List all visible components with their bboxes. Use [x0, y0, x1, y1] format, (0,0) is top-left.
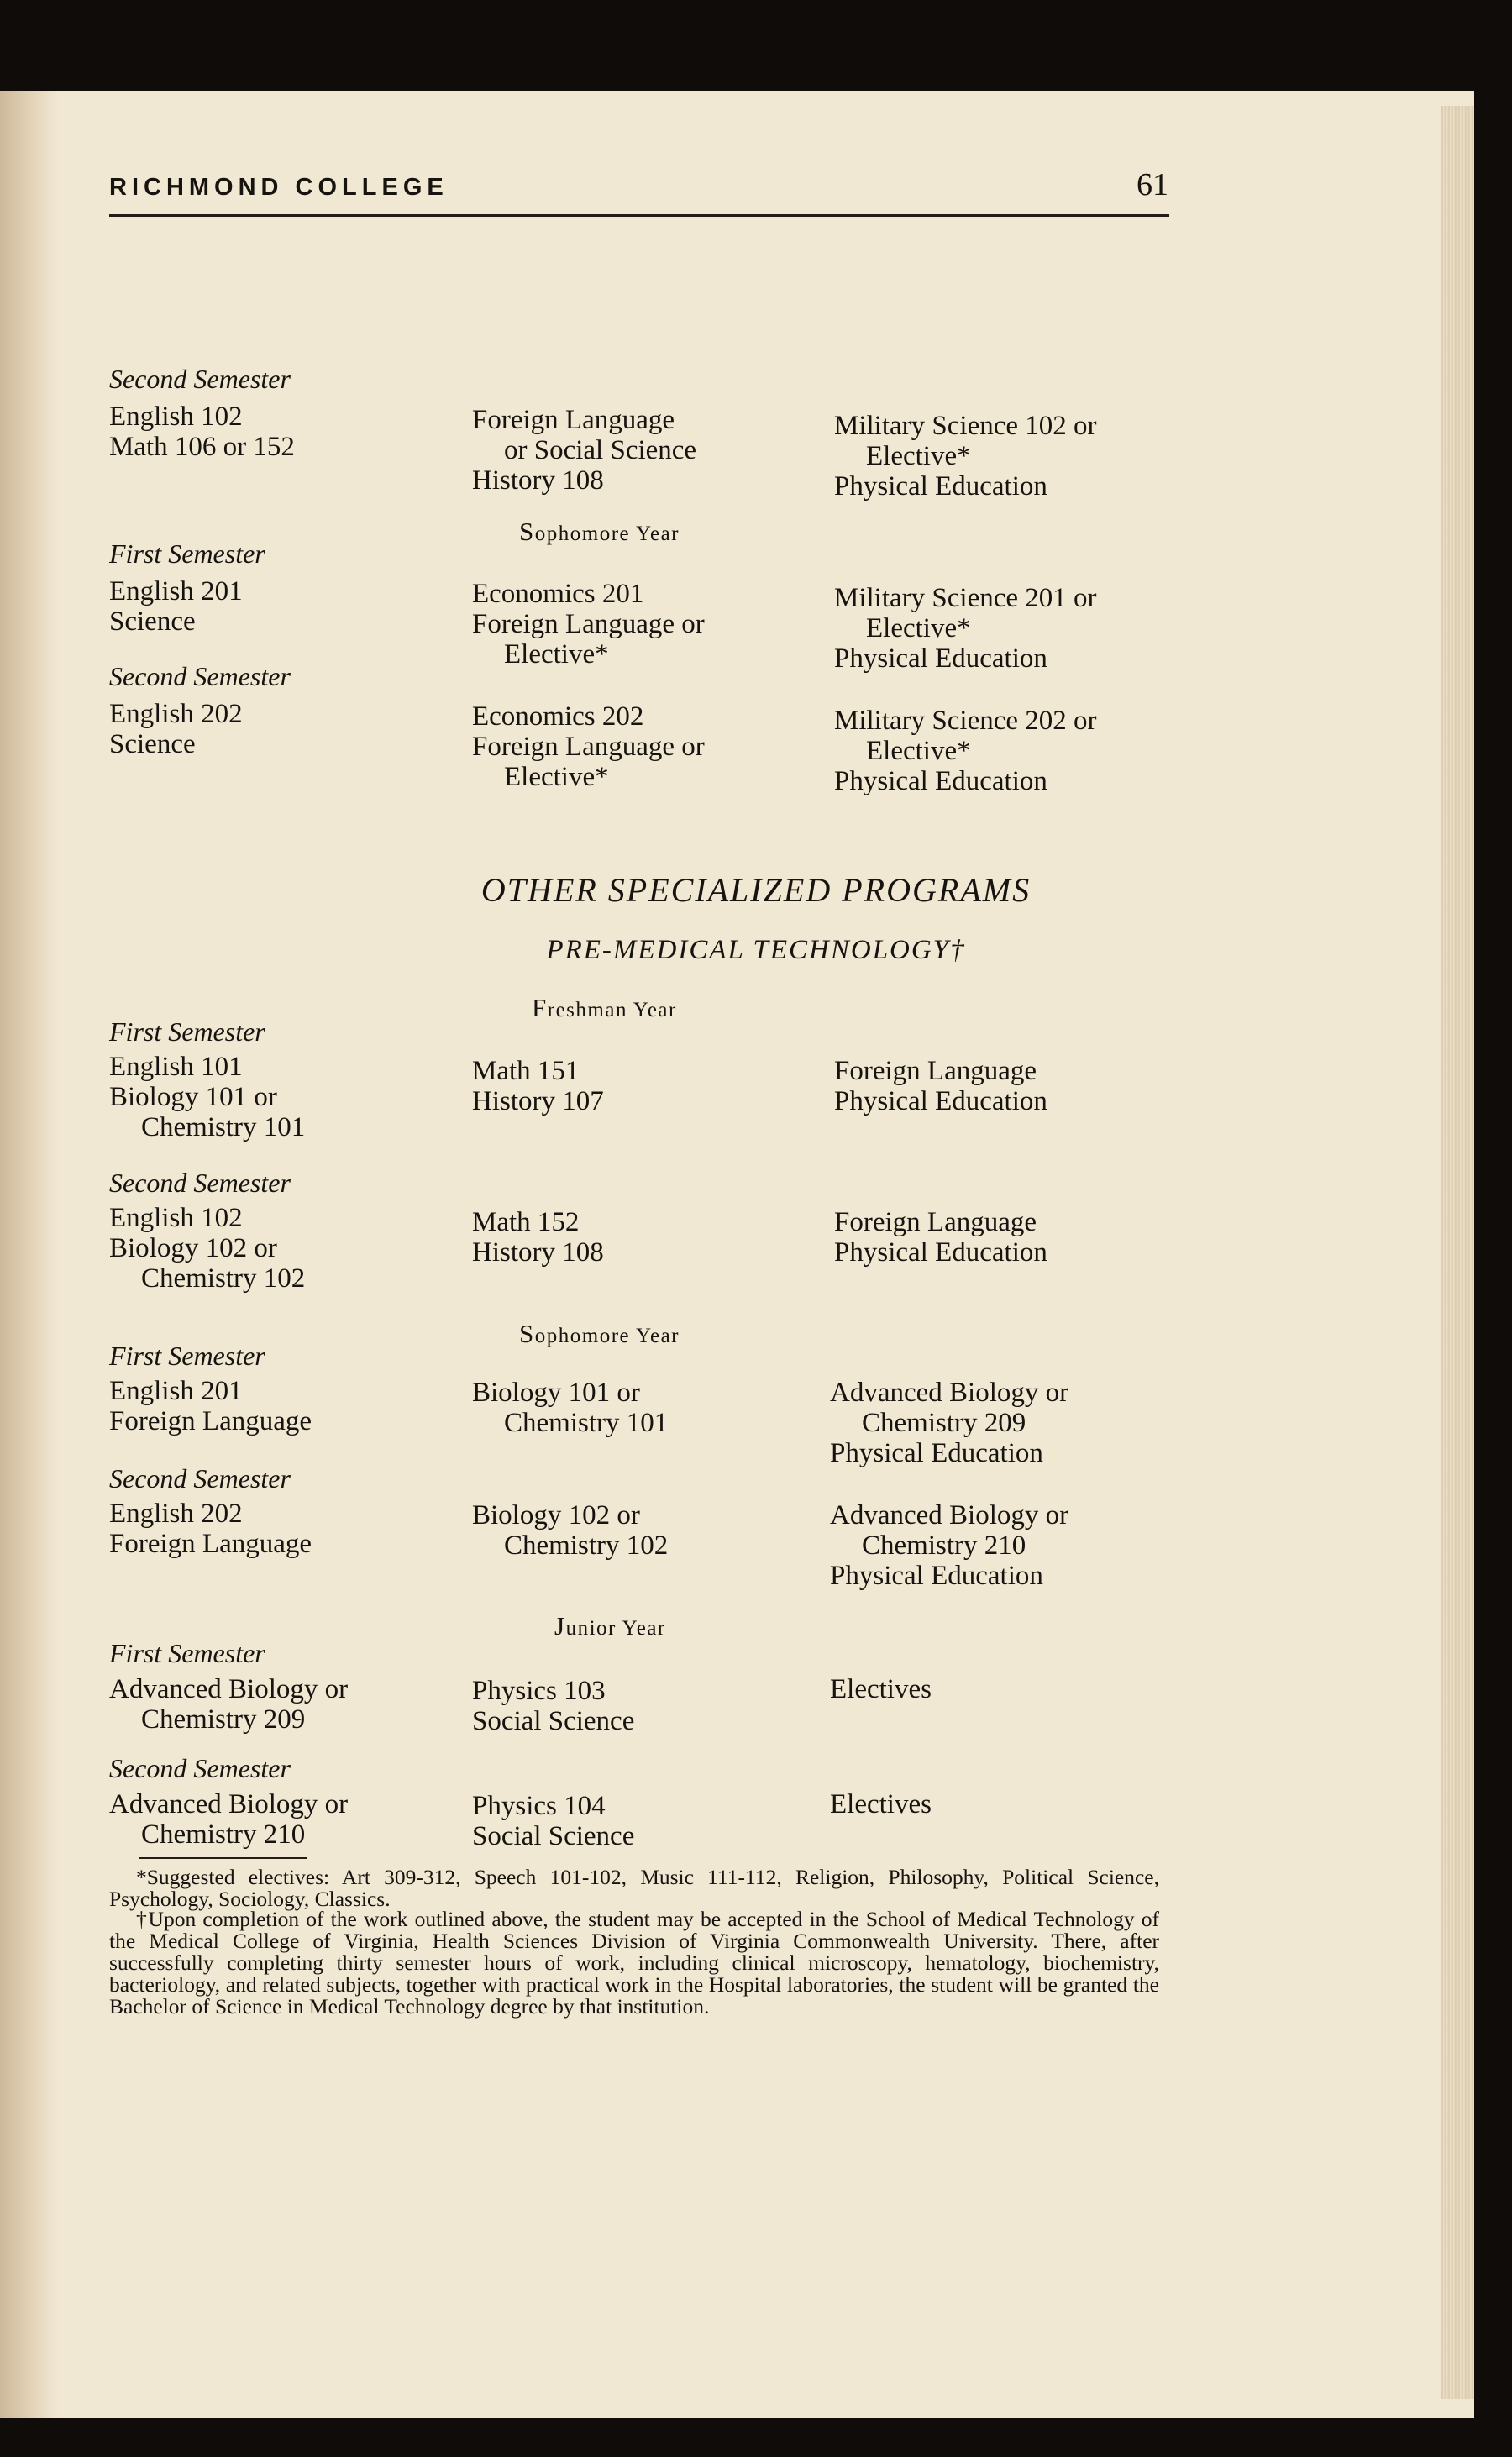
- course-item: Math 152: [472, 1207, 580, 1237]
- course-column-3: [830, 1500, 1068, 1591]
- footnote-electives: *Suggested electives: Art 309-312, Speech 101-102, Music 111-112, Religion, Philosophy, Political Science, Psychology, Sociology, Classics.: [109, 1865, 1159, 1911]
- course-item: Elective*: [866, 613, 971, 643]
- course-item: Chemistry 101: [141, 1112, 306, 1142]
- course-column-3: [830, 1674, 932, 1704]
- semester-label: First Semester: [109, 538, 265, 569]
- course-column-3: [834, 583, 1097, 674]
- footnote-medical-technology: †Upon completion of the work outlined above, the student may be accepted in the School of Medical Technology of the Medical College of Virginia, Health Sciences Division of Virginia Commonwealth University. There, after successfully completing thirty semester hours of work, including clinical microscopy, hematology, biochemistry, bacteriology, and related subjects, together with practical work in the Hospital laboratories, the student will be granted the Bachelor of Science in Medical Technology degree by that institution.: [109, 1907, 1159, 2019]
- course-column-2: [472, 1056, 604, 1116]
- semester-label: Second Semester: [109, 364, 291, 394]
- course-item: Elective*: [504, 762, 609, 792]
- section-subtitle: PRE-MEDICAL TECHNOLOGY†: [546, 935, 966, 965]
- course-item: Advanced Biology or: [830, 1500, 1069, 1530]
- page-fore-edge: [1441, 106, 1474, 2399]
- course-item: Physical Education: [830, 1438, 1043, 1468]
- course-item: English 101: [109, 1052, 243, 1082]
- section-title: OTHER SPECIALIZED PROGRAMS: [480, 871, 1032, 909]
- course-column-2: [472, 1207, 604, 1268]
- course-item: Military Science 102 or: [834, 411, 1097, 441]
- course-column-2: [472, 701, 705, 792]
- course-column-1: [109, 1499, 312, 1559]
- footnote-rule: [139, 1857, 307, 1859]
- course-item: Math 151: [472, 1056, 580, 1086]
- semester-label: Second Semester: [109, 1753, 291, 1783]
- course-item: Electives: [830, 1789, 932, 1819]
- course-column-3: [830, 1789, 932, 1819]
- course-item: Science: [109, 729, 196, 759]
- course-item: Biology 102 or: [109, 1233, 277, 1263]
- course-column-2: [472, 405, 696, 496]
- course-item: Chemistry 210: [862, 1530, 1026, 1561]
- course-item: English 202: [109, 1499, 243, 1529]
- year-heading: Freshman Year: [532, 993, 677, 1022]
- course-column-2: [472, 1500, 668, 1561]
- year-heading: Sophomore Year: [519, 1319, 680, 1348]
- page-gutter-shadow: [0, 91, 59, 2418]
- course-item: Elective*: [866, 441, 971, 471]
- course-item: Foreign Language or: [472, 732, 705, 762]
- course-item: English 201: [109, 1376, 243, 1406]
- course-column-1: [109, 402, 295, 462]
- course-item: Military Science 201 or: [834, 583, 1097, 613]
- course-item: Foreign Language or: [472, 609, 705, 639]
- course-item: Chemistry 210: [141, 1819, 306, 1850]
- course-column-3: [834, 1056, 1047, 1116]
- semester-label: First Semester: [109, 1341, 265, 1371]
- course-column-3: [834, 1207, 1047, 1268]
- course-item: Elective*: [866, 736, 971, 766]
- course-column-1: [109, 1203, 305, 1294]
- semester-label: First Semester: [109, 1016, 265, 1047]
- course-item: Foreign Language: [472, 405, 675, 435]
- course-column-2: [472, 579, 705, 669]
- course-item: Physical Education: [830, 1561, 1043, 1591]
- course-column-1: [109, 1789, 348, 1850]
- course-item: Economics 202: [472, 701, 644, 732]
- course-item: Physical Education: [834, 766, 1047, 796]
- course-item: Biology 101 or: [472, 1378, 640, 1408]
- course-item: English 102: [109, 402, 243, 432]
- course-item: Chemistry 209: [862, 1408, 1026, 1438]
- running-head: RICHMOND COLLEGE: [109, 174, 449, 201]
- course-column-1: [109, 699, 243, 759]
- course-item: Foreign Language: [834, 1207, 1037, 1237]
- semester-label: Second Semester: [109, 1463, 291, 1494]
- course-column-1: [109, 1052, 305, 1142]
- year-heading: Sophomore Year: [519, 517, 680, 546]
- course-column-2: [472, 1378, 668, 1438]
- course-column-2: [472, 1676, 634, 1736]
- course-item: Science: [109, 606, 196, 637]
- course-item: Military Science 202 or: [834, 706, 1097, 736]
- course-column-1: [109, 1376, 312, 1436]
- course-item: History 107: [472, 1086, 604, 1116]
- course-item: Social Science: [472, 1821, 635, 1851]
- course-item: Biology 101 or: [109, 1082, 277, 1112]
- course-item: Chemistry 101: [504, 1408, 669, 1438]
- course-item: English 202: [109, 699, 243, 729]
- course-item: Electives: [830, 1674, 932, 1704]
- page-number: 61: [1137, 167, 1168, 202]
- course-column-3: [834, 411, 1097, 501]
- course-item: Chemistry 102: [141, 1263, 306, 1294]
- course-item: Chemistry 102: [504, 1530, 669, 1561]
- course-item: Physics 103: [472, 1676, 606, 1706]
- course-item: English 102: [109, 1203, 243, 1233]
- course-item: Elective*: [504, 639, 609, 669]
- course-item: Foreign Language: [834, 1056, 1037, 1086]
- course-column-1: [109, 1674, 348, 1735]
- course-item: History 108: [472, 465, 604, 496]
- course-column-1: [109, 576, 243, 637]
- course-item: Economics 201: [472, 579, 644, 609]
- course-item: Physical Education: [834, 471, 1047, 501]
- course-item: Advanced Biology or: [109, 1789, 349, 1819]
- course-item: Physical Education: [834, 1086, 1047, 1116]
- course-item: Biology 102 or: [472, 1500, 640, 1530]
- semester-label: First Semester: [109, 1638, 265, 1668]
- year-heading: Junior Year: [554, 1611, 666, 1641]
- semester-label: Second Semester: [109, 1168, 291, 1198]
- header-rule: [109, 214, 1169, 217]
- course-item: Advanced Biology or: [109, 1674, 349, 1704]
- course-item: Chemistry 209: [141, 1704, 306, 1735]
- semester-label: Second Semester: [109, 661, 291, 691]
- course-item: Foreign Language: [109, 1529, 312, 1559]
- course-item: Social Science: [472, 1706, 635, 1736]
- course-column-3: [834, 706, 1097, 796]
- course-item: History 108: [472, 1237, 604, 1268]
- course-item: Physical Education: [834, 643, 1047, 674]
- course-item: Physical Education: [834, 1237, 1047, 1268]
- course-item: Physics 104: [472, 1791, 606, 1821]
- course-item: Math 106 or 152: [109, 432, 295, 462]
- course-column-2: [472, 1791, 634, 1851]
- course-item: English 201: [109, 576, 243, 606]
- course-item: Advanced Biology or: [830, 1378, 1069, 1408]
- course-item: or Social Science: [504, 435, 697, 465]
- course-column-3: [830, 1378, 1068, 1468]
- course-item: Foreign Language: [109, 1406, 312, 1436]
